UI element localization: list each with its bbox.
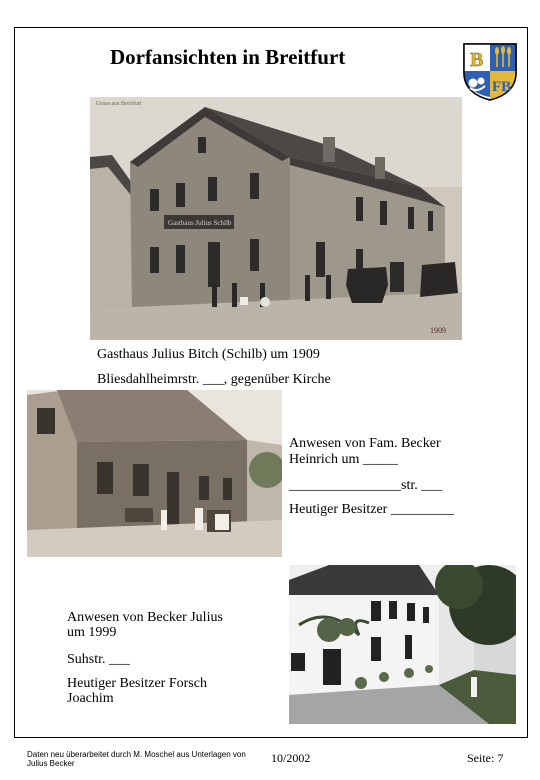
caption2-title: Anwesen von Fam. Becker [289,436,441,451]
photo-becker-heinrich [27,390,282,557]
caption3-date: um 1999 [67,625,117,640]
footer-date: 10/2002 [271,751,311,765]
farmhouse-photo-icon [27,390,282,557]
caption3-owner: Heutiger Besitzer Forsch [67,676,207,691]
historic-inn-photo-icon [90,97,462,340]
coat-of-arms [461,41,519,101]
photo-corner-text: Gruss aus Breitfurt [96,101,142,107]
footer-credit-line1: Daten neu überarbeitet durch M. Moschel aus Unterlagen von [27,750,246,759]
caption3-street: Suhstr. ___ [67,652,131,667]
caption2-owner: Heutiger Besitzer _________ [289,502,454,517]
svg-text:FB: FB [492,79,512,95]
coat-of-arms-icon [461,41,519,101]
svg-text:B: B [470,49,484,71]
caption3-title: Anwesen von Becker Julius [67,610,223,625]
caption2-date: Heinrich um _____ [289,452,398,467]
caption1-address: Bliesdahlheimrstr. ___, gegenüber Kirche [97,372,331,387]
photo-gasthaus-1909 [90,97,462,340]
photo-becker-julius-1999 [289,565,516,724]
modern-house-photo-icon [289,565,516,724]
caption1-title: Gasthaus Julius Bitch (Schilb) um 1909 [97,347,320,362]
photo-year-mark: 1909 [430,326,446,335]
page-title: Dorfansichten in Breitfurt [110,45,346,69]
footer-credit-line2: Julius Becker [27,759,75,768]
inn-sign-text: Gasthaus Julius Schilb [168,219,232,227]
footer-page-number: Seite: 7 [467,751,504,765]
caption3-owner-name: Joachim [67,691,114,706]
caption2-street: ________________str. ___ [289,478,443,493]
